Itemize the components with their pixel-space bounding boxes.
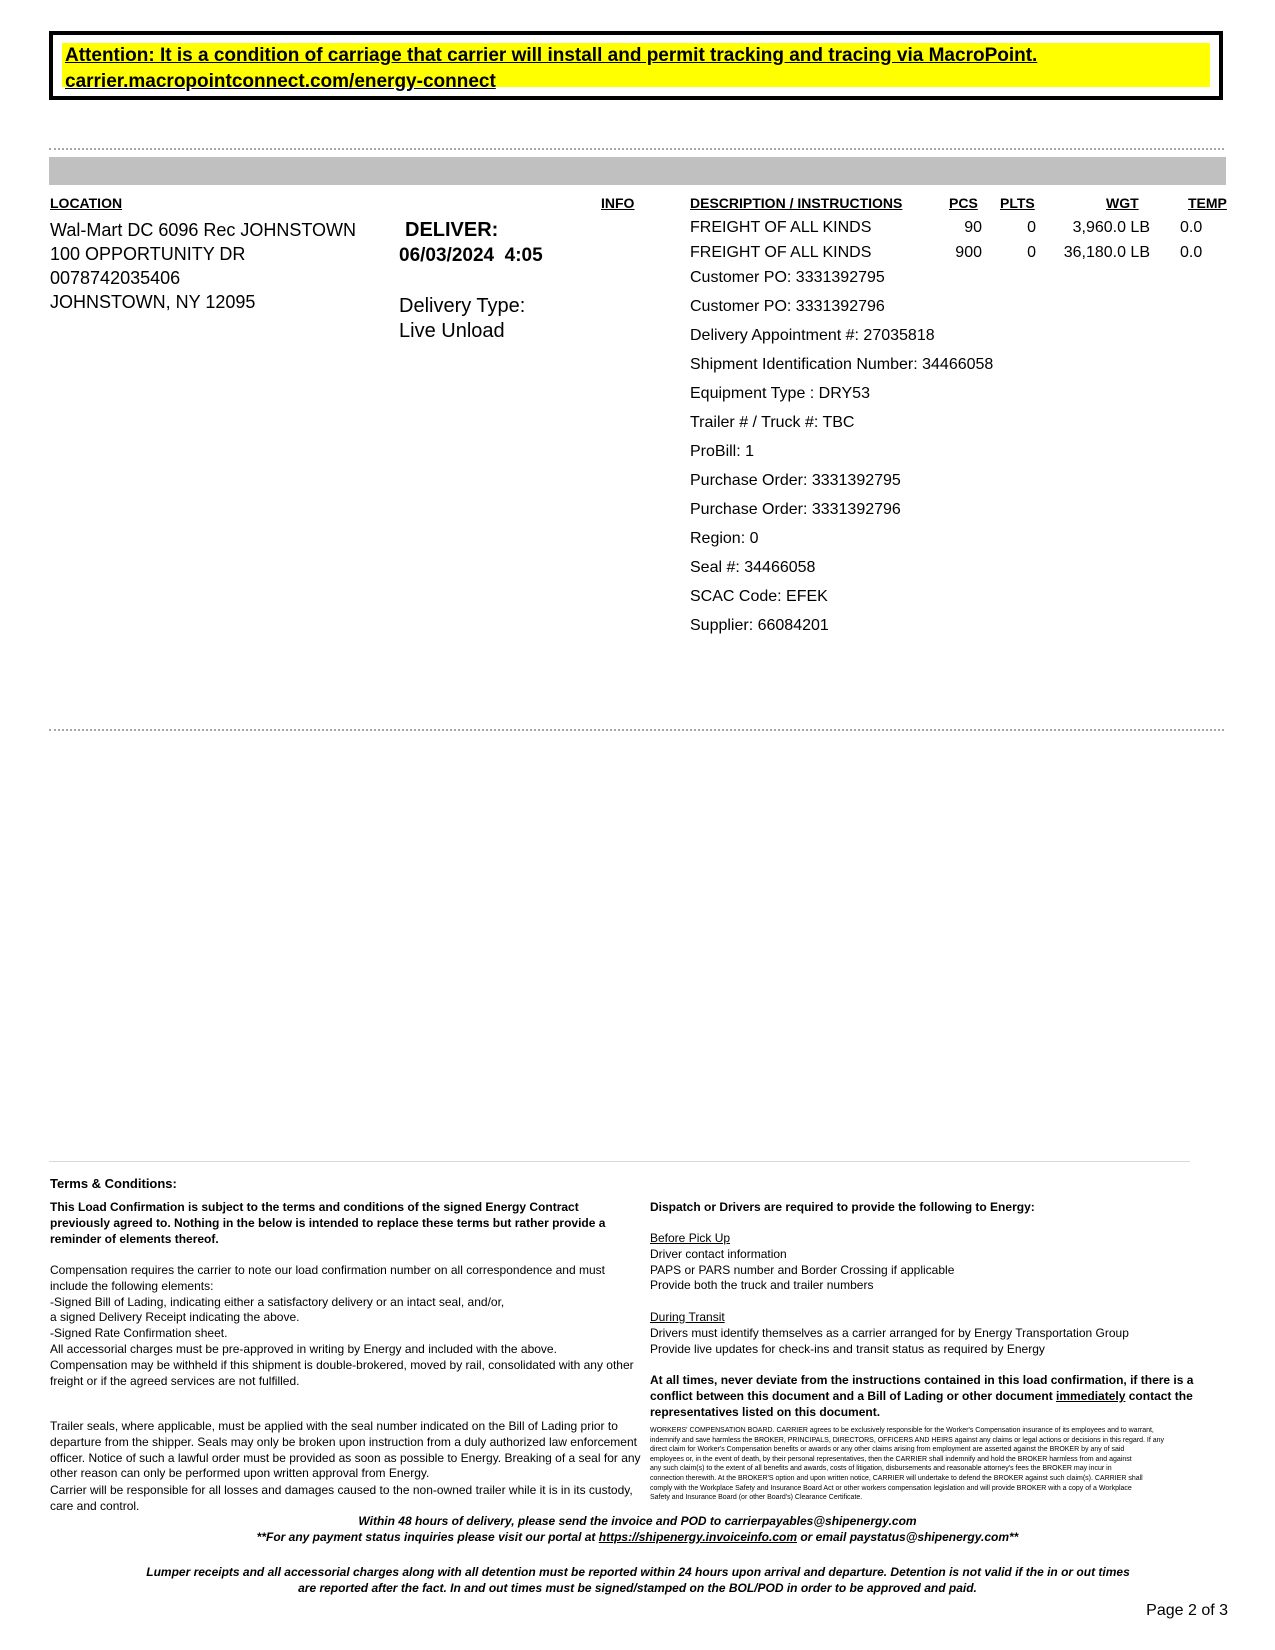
instruction-line: Delivery Appointment #: 27035818 [690, 327, 935, 344]
deliver-label: DELIVER: [405, 219, 499, 241]
lumper-line-1: Lumper receipts and all accessorial charges along with all detention must be reported within 24 hours upon arrival and departure. Detention is not valid if the in or out times [146, 1565, 1130, 1579]
delivery-type-label: Delivery Type: [399, 295, 526, 317]
item-2-description: FREIGHT OF ALL KINDS [690, 244, 872, 261]
before-pickup-item: PAPS or PARS number and Border Crossing if applicable [650, 1262, 955, 1277]
during-transit-item: Drivers must identify themselves as a carrier arranged for by Energy Transportation Group [650, 1325, 1129, 1340]
instruction-line: Purchase Order: 3331392796 [690, 501, 901, 518]
before-pickup-item: Provide both the truck and trailer numbers [650, 1278, 874, 1293]
terms-compensation-line: Compensation requires the carrier to note our load confirmation number on all correspondence and must [50, 1263, 605, 1277]
deliver-datetime: 06/03/2024 4:05 [399, 245, 543, 266]
instruction-line: Supplier: 66084201 [690, 617, 829, 634]
terms-losses [50, 1483, 633, 1515]
terms-intro-line: previously agreed to. Nothing in the below is intended to replace these terms but rather provide a [50, 1215, 606, 1230]
instruction-line: Purchase Order: 3331392795 [690, 472, 901, 489]
column-header-location: LOCATION [50, 195, 123, 211]
terms-compensation-line: All accessorial charges must be pre-approved in writing by Energy and included with the above. [50, 1341, 557, 1356]
item-1-wgt: 3,960.0 LB [1072, 219, 1150, 236]
page-number: Page 2 of 3 [1146, 1602, 1228, 1619]
portal-text-b: or email paystatus@shipenergy.com** [797, 1530, 1019, 1544]
warning-line-2 [650, 1389, 1193, 1405]
terms-seals-line: departure from the shipper. Seals may only be broken upon instruction from a duly authorized law enforcement [50, 1434, 637, 1449]
item-1-plts: 0 [1027, 219, 1036, 236]
warning-line-2a: conflict between this document and a Bill of Lading or other document [650, 1388, 1057, 1403]
terms-seals-line: Trailer seals, where applicable, must be applied with the seal number indicated on the Bill of Lading prior to [50, 1419, 618, 1433]
workers-comp-line: any such claim(s) to the extent of all benefits and awards, costs of litigation, disbursements and reasonable attorney's fees the BROKER may incur in [650, 1465, 1112, 1473]
delivery-type-value: Live Unload [399, 320, 505, 342]
workers-comp-line: indemnify and save harmless the BROKER, PRINCIPALS, DIRECTORS, OFFICERS AND HEIRS against any claims or legal actions or decisions in this regard. If any [650, 1436, 1165, 1444]
workers-comp-line: comply with the Workplace Safety and Insurance Board Act or other workers compensation legislation and will provide BROKER with a copy of a Workplace [650, 1484, 1132, 1492]
column-header-info: INFO [601, 195, 635, 211]
instruction-line: Customer PO: 3331392796 [690, 298, 885, 315]
item-2-wgt: 36,180.0 LB [1063, 244, 1150, 261]
terms-seals-line: other reason can only be performed upon written approval from Energy. [50, 1466, 430, 1481]
terms-compensation [50, 1263, 634, 1389]
banner-link[interactable]: carrier.macropointconnect.com/energy-connect [65, 71, 496, 92]
item-2-pcs: 900 [955, 244, 982, 261]
lumper-line-2: are reported after the fact. In and out times must be signed/stamped on the BOL/POD in order to be approved and paid. [298, 1581, 977, 1595]
lumper-clip [138, 1565, 1138, 1581]
during-transit-section [650, 1310, 1129, 1357]
terms-losses-line: Carrier will be responsible for all losses and damages caused to the non-owned trailer while it is in its custody, [50, 1483, 633, 1497]
warning-line-2b: contact the [1125, 1388, 1193, 1403]
item-2-temp: 0.0 [1180, 244, 1203, 261]
during-transit-item: Provide live updates for check-ins and transit status as required by Energy [650, 1341, 1045, 1356]
workers-comp-line: employees or, in the event of death, by their personal representatives, then the CARRIER shall indemnify and hold the BROKER harmless from and against [650, 1455, 1132, 1463]
terms-intro-line: This Load Confirmation is subject to the terms and conditions of the signed Energy Contract [50, 1200, 579, 1214]
macropoint-banner [49, 31, 1223, 100]
workers-comp-line: direct claim for Worker's Compensation benefits or awards or any other claims arising from employment are asserted against the BROKER by any of said [650, 1446, 1125, 1454]
workers-comp-line: connection therewith. At the BROKER'S option and upon written notice, CARRIER will undertake to defend the BROKER against such claim(s). CARRIER shall [650, 1474, 1143, 1482]
location-name: Wal-Mart DC 6096 Rec JOHNSTOWN [50, 220, 357, 240]
workers-comp-clause [650, 1426, 1190, 1503]
warning-line: representatives listed on this document. [650, 1404, 881, 1419]
instruction-line: Customer PO: 3331392795 [690, 269, 885, 286]
dotted-divider-top [49, 148, 1224, 150]
deviation-warning [650, 1373, 1193, 1420]
terms-compensation-line: a signed Delivery Receipt indicating the above. [50, 1310, 300, 1325]
terms-losses-line: care and control. [50, 1498, 140, 1513]
instruction-line: SCAC Code: EFEK [690, 588, 828, 605]
terms-compensation-line: -Signed Rate Confirmation sheet. [50, 1326, 228, 1341]
terms-compensation-line: include the following elements: [50, 1278, 214, 1293]
terms-seals [50, 1419, 641, 1482]
instruction-line: Region: 0 [690, 530, 759, 547]
terms-intro [50, 1200, 630, 1247]
banner-highlight [62, 43, 1210, 92]
column-header-description: DESCRIPTION / INSTRUCTIONS [690, 195, 903, 211]
terms-compensation-line: freight or if the agreed services are not fulfilled. [50, 1373, 300, 1388]
during-transit-label: During Transit [650, 1310, 725, 1324]
dotted-divider-bottom [49, 729, 1224, 731]
invoice-instruction: Within 48 hours of delivery, please send the invoice and POD to carrierpayables@shipenergy.com [358, 1514, 917, 1528]
workers-comp-line: Safety and Insurance Board (or other Board's) Clearance Certificate. [650, 1494, 863, 1502]
instruction-line: Shipment Identification Number: 34466058 [690, 356, 994, 373]
terms-seals-line: officer. Notice of such a lawful order must be provided as soon as possible to Energy. Breaking of a seal for any [50, 1450, 641, 1465]
column-header-plts: PLTS [1000, 195, 1035, 211]
banner-line-1: Attention: It is a condition of carriage that carrier will install and permit tracking and tracing via MacroPoint. [65, 45, 1038, 66]
instruction-line: ProBill: 1 [690, 443, 755, 460]
item-1-pcs: 90 [964, 219, 982, 236]
terms-divider [49, 1161, 1190, 1162]
location-address: 100 OPPORTUNITY DR [50, 244, 246, 264]
instruction-line: Trailer # / Truck #: TBC [690, 414, 855, 431]
item-1-description: FREIGHT OF ALL KINDS [690, 219, 872, 236]
section-header-bar [49, 157, 1226, 185]
column-header-temp: TEMP [1188, 195, 1227, 211]
instruction-line: Seal #: 34466058 [690, 559, 816, 576]
terms-heading: Terms & Conditions: [50, 1176, 177, 1191]
instruction-line: Equipment Type : DRY53 [690, 385, 870, 402]
item-1-temp: 0.0 [1180, 219, 1203, 236]
terms-compensation-line: Compensation may be withheld if this shipment is double-brokered, moved by rail, consolidated with any other [50, 1357, 634, 1372]
portal-link[interactable]: https://shipenergy.invoiceinfo.com [598, 1530, 797, 1544]
warning-line: At all times, never deviate from the instructions contained in this load confirmation, if there is a [650, 1373, 1194, 1387]
before-pickup-label: Before Pick Up [650, 1231, 731, 1245]
item-2-plts: 0 [1027, 244, 1036, 261]
terms-compensation-line: -Signed Bill of Lading, indicating either a satisfactory delivery or an intact seal, and/or, [50, 1294, 505, 1309]
payment-portal-line [0, 1530, 1275, 1544]
location-city: JOHNSTOWN, NY 12095 [50, 292, 256, 312]
before-pickup-item: Driver contact information [650, 1246, 787, 1261]
dispatch-heading: Dispatch or Drivers are required to provide the following to Energy: [650, 1200, 1035, 1214]
portal-text-a: **For any payment status inquiries please visit our portal at [256, 1530, 599, 1544]
column-header-wgt: WGT [1106, 195, 1139, 211]
warning-immediately: immediately [1056, 1388, 1126, 1403]
column-header-pcs: PCS [949, 195, 978, 211]
before-pickup-section [650, 1231, 954, 1294]
location-phone: 0078742035406 [50, 268, 181, 288]
workers-comp-line: WORKERS' COMPENSATION BOARD. CARRIER agrees to be exclusively responsible for the Worker's Compensation insurance of its employees and to warrant, [650, 1427, 1154, 1434]
terms-intro-line: reminder of elements thereof. [50, 1231, 219, 1246]
